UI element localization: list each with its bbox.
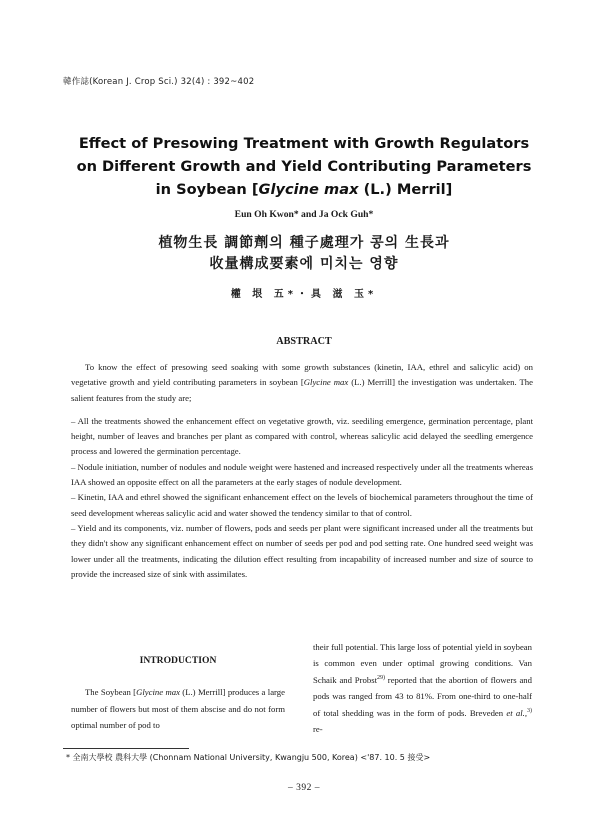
introduction-left-column	[71, 653, 285, 733]
journal-reference: 韓作誌(Korean J. Crop Sci.) 32(4) : 392~402	[63, 77, 255, 87]
title-line-3-pre: in Soybean [	[155, 181, 259, 198]
abstract-body	[71, 360, 533, 582]
title-species: Glycine max	[258, 181, 359, 198]
intro-species: Glycine max	[136, 687, 180, 698]
authors-english: Eun Oh Kwon* and Ja Ock Guh*	[234, 209, 374, 220]
introduction-right-column	[313, 639, 532, 737]
introduction-paragraph-right	[313, 639, 532, 737]
introduction-heading: INTRODUCTION	[139, 655, 217, 666]
abstract-intro	[71, 360, 533, 406]
intro-right-1: their full potential. This large loss of potential yield in soybean is common even under optimal growing conditions. Van Schaik and Probst	[313, 642, 532, 685]
citation-29: 29)	[377, 674, 385, 681]
et-al: et al.,	[506, 707, 527, 718]
introduction-paragraph-left	[71, 684, 285, 733]
korean-title	[40, 233, 568, 275]
intro-left-pre: The Soybean [	[85, 687, 137, 698]
abstract-intro-pre: To know the effect of presowing seed soaking with some growth substances (kinetin, IAA, ethrel and salicylic acid) on vegetative growth and yield contributing parameters in soybean [	[71, 362, 533, 388]
footnote-divider	[63, 748, 189, 749]
title-line-3-post: (L.) Merril]	[358, 181, 453, 198]
intro-left-post: (L.) Merrill] produces a large number of flowers but most of them abscise and do not form optimal number of pod to	[71, 687, 285, 730]
paper-title	[40, 132, 568, 201]
title-line-3	[40, 178, 568, 201]
title-line-1: Effect of Presowing Treatment with Growth Regulators	[78, 135, 530, 152]
abstract-point-2: – Nodule initiation, number of nodules and nodule weight were hastened and increased respectively under all the treatments whereas IAA showed an opposite effect on all the parameters at the early stages of nodule development.	[71, 461, 533, 488]
korean-title-line-1: 植物生長 調節劑의 種子處理가 콩의 生長과	[158, 235, 450, 251]
authors-korean: 權 垠 五*・具 滋 玉*	[230, 289, 378, 300]
abstract-species: Glycine max	[303, 377, 349, 388]
abstract-heading: ABSTRACT	[276, 336, 332, 347]
page-number: – 392 –	[288, 783, 320, 793]
abstract-intro-post: (L.) Merrill] the investigation was undertaken. The salient features from the study are;	[71, 377, 533, 403]
abstract-point-4: – Yield and its components, viz. number of flowers, pods and seeds per plant were significant increased under all the treatments but they didn't show any significant enhancement effect on number of seeds per pod and pod setting rate. One hundred seed weight was lower under all the treatments, indicating the dilution effect resulting from incapability of increased number and size of source to provide the increased size of sink with assimilates.	[71, 522, 533, 579]
intro-right-2: reported that the abortion of flowers and pods was ranged from 43 to 81%. From one-third to one-half of total shedding was in the form of pods. Breveden	[313, 674, 532, 718]
title-line-2: on Different Growth and Yield Contributing Parameters	[76, 158, 532, 175]
affiliation-footnote: * 全南大學校 農科大學 (Chonnam National University, Kwangju 500, Korea) <'87. 10. 5 接受>	[66, 753, 431, 762]
korean-title-line-2: 收量構成要素에 미치는 영향	[209, 256, 399, 272]
abstract-point-3: – Kinetin, IAA and ethrel showed the significant enhancement effect on the levels of biochemical parameters throughout the time of seed development whereas salicylic acid and water showed the tendency similar to that of control.	[71, 492, 533, 518]
citation-3: 3)	[527, 707, 532, 714]
intro-right-3: re-	[313, 724, 323, 735]
abstract-point-1: – All the treatments showed the enhancement effect on vegetative growth, viz. seediling emergence, germination percentage, plant height, number of leaves and branches per plant as compared with control, whereas salicylic acid delayed the seedling emergence process and lowered the germination percentage.	[71, 415, 533, 457]
